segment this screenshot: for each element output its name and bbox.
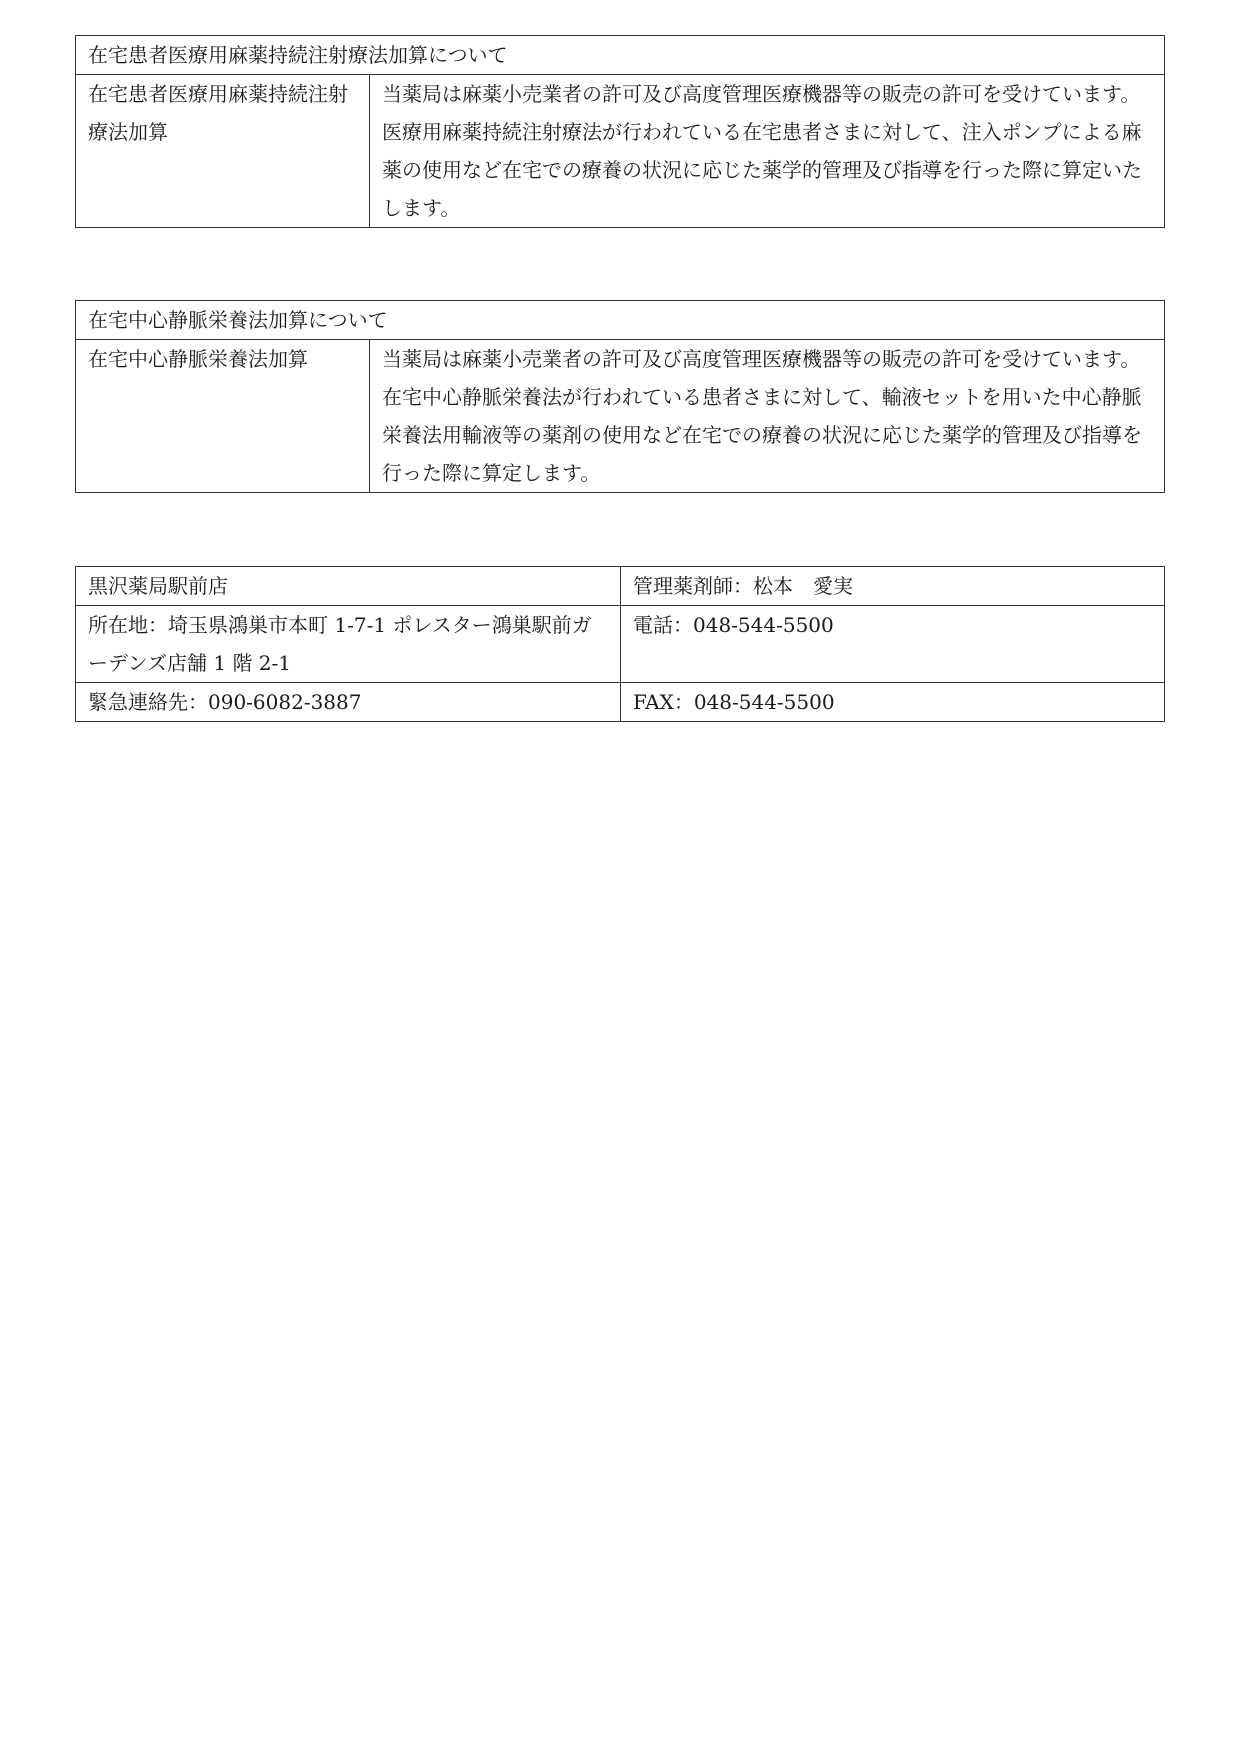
section-title: 在宅患者医療用麻薬持続注射療法加算について [76,36,1165,75]
pharmacy-phone: 電話：048-544-5500 [621,606,1165,683]
description-paragraph: 当薬局は麻薬小売業者の許可及び高度管理医療機器等の販売の許可を受けています。 [382,82,1141,106]
description-paragraph: 医療用麻薬持続注射療法が行われている在宅患者さまに対して、注入ポンプによる麻薬の使用など在宅での療養の状況に応じた薬学的管理及び指導を行った際に算定いたします。 [382,120,1142,220]
pharmacist-name: 管理薬剤師：松本 愛実 [621,567,1165,606]
emergency-contact: 緊急連絡先：090-6082-3887 [76,683,621,722]
pharmacy-address: 所在地：埼玉県鴻巣市本町 1-7-1 ポレスター鴻巣駅前ガーデンズ店舗 1 階 2-1 [76,606,621,683]
home-tpn-table [75,300,1165,493]
item-label: 在宅中心静脈栄養法加算 [76,340,370,493]
pharmacy-name: 黒沢薬局駅前店 [76,567,621,606]
description-paragraph: 在宅中心静脈栄養法が行われている患者さまに対して、輸液セットを用いた中心静脈栄養法用輸液等の薬剤の使用など在宅での療養の状況に応じた薬学的管理及び指導を行った際に算定します。 [382,385,1142,485]
home-narcotic-injection-table [75,35,1165,228]
item-description [370,340,1165,493]
item-label: 在宅患者医療用麻薬持続注射療法加算 [76,75,370,228]
pharmacy-fax: FAX：048-544-5500 [621,683,1165,722]
description-paragraph: 当薬局は麻薬小売業者の許可及び高度管理医療機器等の販売の許可を受けています。 [382,347,1141,371]
item-description [370,75,1165,228]
pharmacy-info-table [75,566,1165,722]
section-title: 在宅中心静脈栄養法加算について [76,301,1165,340]
